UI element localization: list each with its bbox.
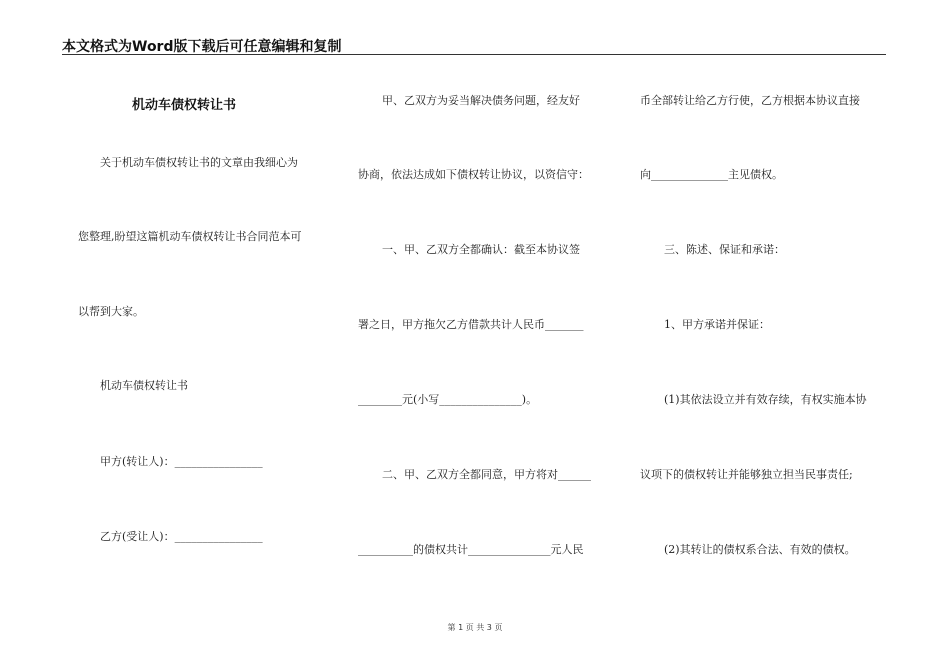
col3-line: (2)其转让的债权系合法、有效的债权。 bbox=[664, 543, 856, 556]
col2-line: 二、甲、乙双方全都同意，甲方将对______ bbox=[382, 468, 591, 481]
col1-line: 以帮到大家。 bbox=[78, 305, 144, 318]
header-divider bbox=[62, 54, 886, 55]
col2-line: ________元(小写_______________)。 bbox=[358, 393, 538, 406]
col1-line: 您整理,盼望这篇机动车债权转让书合同范本可 bbox=[78, 230, 302, 243]
col3-line: 议项下的债权转让并能够独立担当民事责任; bbox=[640, 468, 853, 481]
col1-line: 机动车债权转让书 bbox=[100, 379, 188, 392]
col2-line: __________的债权共计_______________元人民 bbox=[358, 543, 584, 556]
col2-line: 甲、乙双方为妥当解决债务问题，经友好 bbox=[382, 94, 580, 107]
col3-line: 三、陈述、保证和承诺： bbox=[664, 243, 785, 256]
document-title: 机动车债权转让书 bbox=[132, 98, 237, 113]
col3-line: 1、甲方承诺并保证： bbox=[664, 318, 770, 331]
col1-line: 关于机动车债权转让书的文章由我细心为 bbox=[100, 156, 298, 169]
document-header: 本文格式为Word版下载后可任意编辑和复制 bbox=[62, 39, 342, 55]
col3-line: 币全部转让给乙方行使，乙方根据本协议直接 bbox=[640, 94, 860, 107]
col2-line: 一、甲、乙双方全都确认：截至本协议签 bbox=[382, 243, 580, 256]
col3-line: (1)其依法设立并有效存续，有权实施本协 bbox=[664, 393, 867, 406]
col1-line: 乙方(受让人)：________________ bbox=[100, 530, 263, 543]
col2-line: 署之日，甲方拖欠乙方借款共计人民币_______ bbox=[358, 318, 584, 331]
col1-line: 甲方(转让人)：________________ bbox=[100, 455, 263, 468]
page-number: 第 1 页 共 3 页 bbox=[447, 623, 503, 632]
col2-line: 协商，依法达成如下债权转让协议，以资信守： bbox=[358, 168, 589, 181]
col3-line: 向______________主见债权。 bbox=[640, 168, 783, 181]
